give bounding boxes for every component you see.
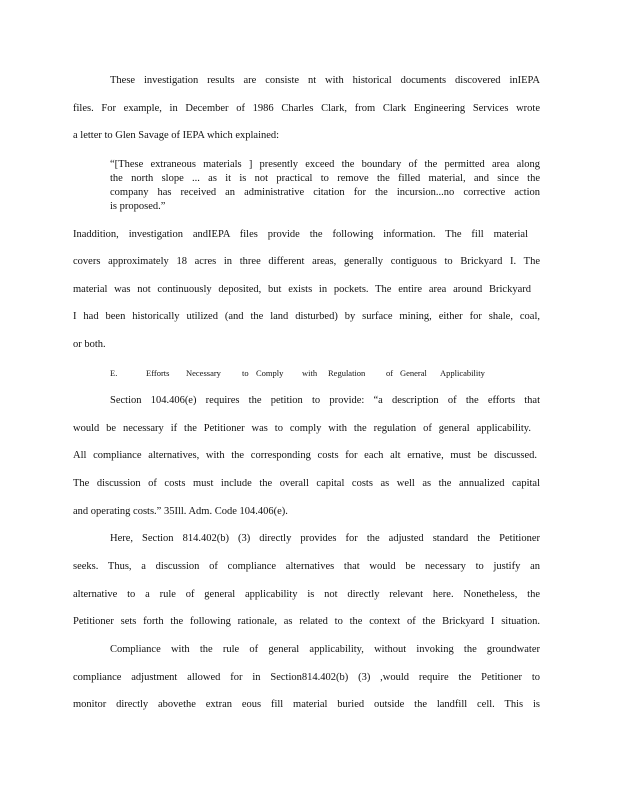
text-line: The discussion of costs must include the overall capital costs as well as the annualized capital: [73, 478, 540, 489]
text-line: I had been historically utilized (and the land disturbed) by surface mining, either for shale, coal,: [73, 311, 540, 322]
text-line: would be necessary if the Petitioner was to comply with the regulation of general applicability.: [73, 423, 531, 434]
quote-line: “[These extraneous materials ] presently exceed the boundary of the permitted area along: [110, 159, 540, 170]
heading-word: Efforts: [146, 368, 170, 378]
section-letter: E.: [110, 368, 118, 378]
section-heading: [110, 367, 500, 379]
text-line: or both.: [73, 339, 106, 350]
heading-word: to: [242, 368, 249, 378]
text-line: covers approximately 18 acres in three different areas, generally contiguous to Brickyard I. The: [73, 256, 540, 267]
text-line: Petitioner sets forth the following rationale, as related to the context of the Brickyard I situation.: [73, 616, 540, 627]
text-line: alternative to a rule of general applicability is not directly relevant here. Nonetheless, the: [73, 589, 540, 600]
text-line: Inaddition, investigation andIEPA files provide the following information. The fill material: [73, 229, 528, 240]
text-line: and operating costs.” 35Ill. Adm. Code 104.406(e).: [73, 506, 288, 517]
heading-word: Necessary: [186, 368, 221, 378]
text-line: monitor directly abovethe extran eous fill material buried outside the landfill cell. This is: [73, 699, 540, 710]
text-line: These investigation results are consiste nt with historical documents discovered inIEPA: [110, 75, 540, 86]
text-line: Here, Section 814.402(b) (3) directly provides for the adjusted standard the Petitioner: [110, 533, 540, 544]
text-line: material was not continuously deposited, but exists in pockets. The entire area around Brickyard: [73, 284, 531, 295]
text-line: Section 104.406(e) requires the petition to provide: “a description of the efforts that: [110, 395, 540, 406]
text-line: Compliance with the rule of general applicability, without invoking the groundwater: [110, 644, 540, 655]
heading-word: Applicability: [440, 368, 485, 378]
text-line: seeks. Thus, a discussion of compliance alternatives that would be necessary to justify an: [73, 561, 540, 572]
heading-word: Regulation: [328, 368, 366, 378]
text-line: files. For example, in December of 1986 Charles Clark, from Clark Engineering Services wrote: [73, 103, 540, 114]
text-line: compliance adjustment allowed for in Section814.402(b) (3) ,would require the Petitioner to: [73, 672, 540, 683]
quote-line: is proposed.”: [110, 201, 166, 212]
heading-word: General: [400, 368, 427, 378]
quote-line: company has received an administrative citation for the incursion...no corrective action: [110, 187, 540, 198]
text-line: a letter to Glen Savage of IEPA which explained:: [73, 130, 280, 141]
heading-word: of: [386, 368, 394, 378]
text-line: All compliance alternatives, with the corresponding costs for each alt ernative, must be discussed.: [73, 450, 537, 461]
heading-word: Comply: [256, 368, 284, 378]
heading-word: with: [302, 368, 318, 378]
quote-line: the north slope ... as it is not practical to remove the filled material, and since the: [110, 173, 540, 184]
